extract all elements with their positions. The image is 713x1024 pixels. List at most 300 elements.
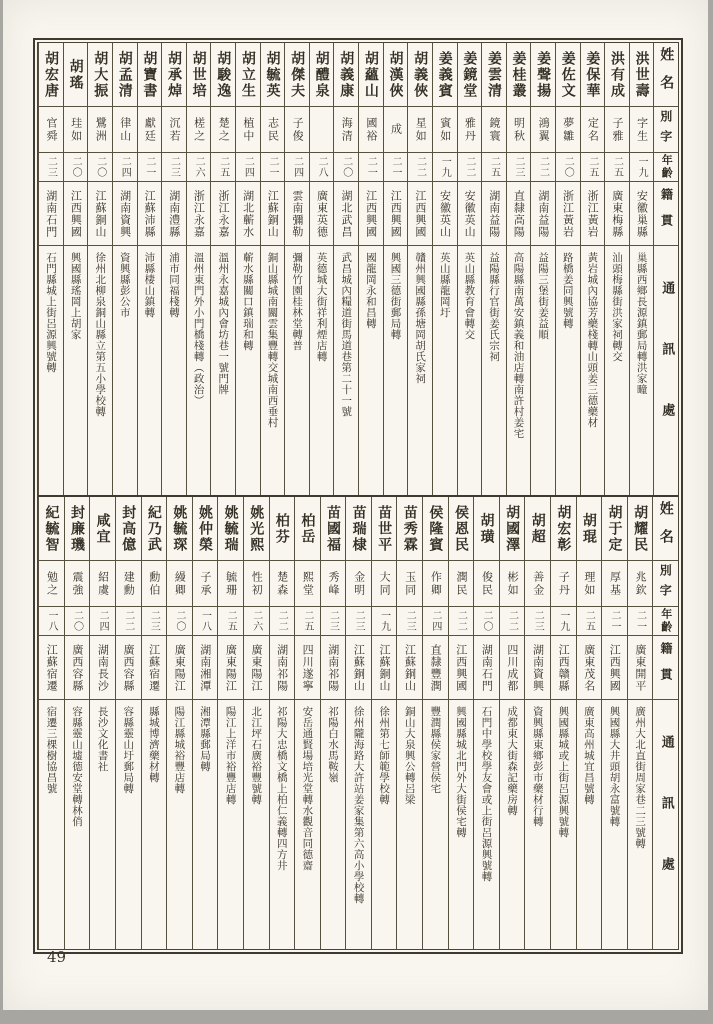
origin-cell: 江蘇銅山 <box>372 636 397 700</box>
origin-cell: 湖南益陽 <box>482 182 506 246</box>
origin-cell: 浙江永嘉 <box>187 182 211 246</box>
name-cell: 姜聲揚 <box>531 43 555 107</box>
person-column <box>137 43 162 495</box>
person-column <box>432 43 457 495</box>
address-cell: 安岳通賢場培光堂轉水觀音同德齋 <box>301 706 314 871</box>
courtesy-name-cell: 彬如 <box>500 561 525 607</box>
origin-cell: 廣西容縣 <box>116 636 141 700</box>
name-cell: 紀毓智 <box>39 497 64 561</box>
name-cell: 胡耀民 <box>628 497 653 561</box>
header-age: 年齡 <box>653 607 678 636</box>
person-column <box>627 497 653 949</box>
origin-cell: 湖南資興 <box>113 182 137 246</box>
address-cell: 贛州興國縣孫塘岡胡氏家祠 <box>414 252 427 384</box>
person-column <box>210 43 235 495</box>
age-cell: 二五 <box>218 607 243 636</box>
origin-cell: 江蘇銅山 <box>346 636 371 700</box>
name-cell: 胡超 <box>525 497 550 561</box>
person-column <box>506 43 531 495</box>
courtesy-name-cell: 兆欽 <box>628 561 653 607</box>
person-column <box>284 43 309 495</box>
origin-cell: 江西贛縣 <box>551 636 576 700</box>
courtesy-name-cell: 獻廷 <box>138 107 162 153</box>
name-cell: 咸宜 <box>90 497 115 561</box>
header-name: 姓名 <box>654 43 678 107</box>
courtesy-name-cell: 金明 <box>346 561 371 607</box>
person-column <box>345 497 371 949</box>
name-cell: 柏芬 <box>270 497 295 561</box>
address-cell: 興國縣城或上街呂源興號轉 <box>557 706 570 838</box>
name-cell: 胡大振 <box>88 43 112 107</box>
courtesy-name-cell: 震強 <box>65 561 90 607</box>
age-cell: 二〇 <box>474 607 499 636</box>
header-column-top <box>653 43 678 495</box>
age-cell: 二〇 <box>88 153 112 182</box>
courtesy-name-cell: 成 <box>384 107 408 153</box>
name-cell: 胡醴泉 <box>310 43 334 107</box>
person-column <box>63 43 88 495</box>
person-column <box>217 497 243 949</box>
origin-cell: 江西興國 <box>359 182 383 246</box>
person-column <box>473 497 499 949</box>
scanned-page <box>3 0 708 1010</box>
courtesy-name-cell: 紹虞 <box>90 561 115 607</box>
age-cell: 二〇 <box>334 153 358 182</box>
courtesy-name-cell: 明秋 <box>507 107 531 153</box>
origin-cell: 直隸豐潤 <box>423 636 448 700</box>
table-frame-inner <box>37 42 679 950</box>
age-cell: 二五 <box>581 153 605 182</box>
person-column <box>269 497 295 949</box>
origin-cell: 安徽英山 <box>433 182 457 246</box>
origin-cell: 雲南彌勒 <box>285 182 309 246</box>
age-cell: 二一 <box>384 153 408 182</box>
address-cell: 徐州北柳泉銅山縣立第五小學校轉 <box>94 252 107 417</box>
name-cell: 胡義俠 <box>408 43 432 107</box>
person-column <box>530 43 555 495</box>
person-column <box>166 497 192 949</box>
address-cell: 黃岩城內協芳藥棧轉山頭姜三德藥材 <box>586 252 599 428</box>
origin-cell: 四川成都 <box>500 636 525 700</box>
courtesy-name-cell: 潤民 <box>449 561 474 607</box>
courtesy-name-cell: 厚基 <box>602 561 627 607</box>
name-cell: 胡蘊山 <box>359 43 383 107</box>
age-cell: 一九 <box>372 607 397 636</box>
origin-cell: 廣東茂名 <box>577 636 602 700</box>
name-cell: 侯恩民 <box>449 497 474 561</box>
header-name: 姓名 <box>653 497 678 561</box>
person-column <box>192 497 218 949</box>
person-column <box>243 497 269 949</box>
origin-cell: 廣東陽江 <box>218 636 243 700</box>
courtesy-name-cell <box>310 107 334 153</box>
address-cell: 英山縣教育會轉交 <box>463 252 476 340</box>
person-column <box>555 43 580 495</box>
origin-cell: 湖南長沙 <box>90 636 115 700</box>
origin-cell: 廣東梅縣 <box>605 182 629 246</box>
address-cell: 銅山縣城南關雲集豐轉交城南西垂村 <box>266 252 279 428</box>
age-cell: 二三 <box>142 607 167 636</box>
age-cell: 二五 <box>211 153 235 182</box>
person-column <box>629 43 654 495</box>
origin-cell: 直隸高陽 <box>507 182 531 246</box>
name-cell: 苗國福 <box>321 497 346 561</box>
address-cell: 英德城大街祥利煙店轉 <box>315 252 328 362</box>
origin-cell: 湖南祁陽 <box>321 636 346 700</box>
age-cell: 一九 <box>433 153 457 182</box>
address-cell: 益陽三堡街姜益順 <box>537 252 550 340</box>
person-column <box>87 43 112 495</box>
person-column <box>112 43 137 495</box>
name-cell: 苗瑞棣 <box>346 497 371 561</box>
address-cell: 豐潤縣侯家營侯宅 <box>429 706 442 794</box>
header-column-bottom <box>652 497 678 949</box>
age-cell: 二三 <box>162 153 186 182</box>
origin-cell: 江西興國 <box>64 182 88 246</box>
person-column <box>186 43 211 495</box>
courtesy-name-cell: 毓珊 <box>218 561 243 607</box>
person-column <box>260 43 285 495</box>
origin-cell: 江蘇宿遷 <box>39 636 64 700</box>
person-column <box>601 497 627 949</box>
name-cell: 姚光熙 <box>244 497 269 561</box>
age-cell: 二六 <box>244 607 269 636</box>
address-cell: 溫州東門外小門橋棧轉（政治） <box>192 252 205 406</box>
age-cell: 一八 <box>39 607 64 636</box>
person-column <box>294 497 320 949</box>
courtesy-name-cell: 熙堂 <box>295 561 320 607</box>
age-cell: 二四 <box>113 153 137 182</box>
address-cell: 國龍岡永和昌轉 <box>364 252 377 329</box>
name-cell: 姜桂叢 <box>507 43 531 107</box>
person-column <box>235 43 260 495</box>
age-cell: 二〇 <box>167 607 192 636</box>
person-column <box>64 497 90 949</box>
name-cell: 紀乃武 <box>142 497 167 561</box>
person-column <box>333 43 358 495</box>
name-cell: 姜鏡堂 <box>458 43 482 107</box>
name-cell: 胡毓英 <box>261 43 285 107</box>
person-column <box>141 497 167 949</box>
age-cell: 二二 <box>531 153 555 182</box>
address-cell: 益陽縣行官街姜氏宗祠 <box>487 252 500 362</box>
age-cell: 二六 <box>187 153 211 182</box>
address-cell: 容縣靈山圩郵局轉 <box>122 706 135 794</box>
origin-cell: 江蘇銅山 <box>88 182 112 246</box>
person-column <box>115 497 141 949</box>
person-column <box>38 497 64 949</box>
person-column <box>309 43 334 495</box>
name-cell: 胡璜 <box>474 497 499 561</box>
origin-cell: 廣東陽江 <box>167 636 192 700</box>
name-cell: 胡義康 <box>334 43 358 107</box>
age-cell: 二四 <box>236 153 260 182</box>
courtesy-name-cell: 賓如 <box>433 107 457 153</box>
age-cell: 二五 <box>295 607 320 636</box>
address-cell: 祁陽白水馬鞍嶺 <box>326 706 339 783</box>
origin-cell: 湖南益陽 <box>531 182 555 246</box>
age-cell: 二二 <box>458 153 482 182</box>
age-cell: 二三 <box>321 607 346 636</box>
age-cell: 二一 <box>138 153 162 182</box>
origin-cell: 江西興國 <box>602 636 627 700</box>
person-column <box>576 497 602 949</box>
age-cell: 二一 <box>628 607 653 636</box>
age-cell: 二三 <box>39 153 63 182</box>
person-column <box>38 43 63 495</box>
address-cell: 縣城博濟藥材轉 <box>147 706 160 783</box>
person-column <box>448 497 474 949</box>
age-cell: 二四 <box>423 607 448 636</box>
name-cell: 胡宏唐 <box>39 43 63 107</box>
name-cell: 苗世平 <box>372 497 397 561</box>
courtesy-name-cell: 理如 <box>577 561 602 607</box>
age-cell: 一八 <box>193 607 218 636</box>
origin-cell: 湖南石門 <box>39 182 63 246</box>
address-cell: 浦市同福棧轉 <box>168 252 181 318</box>
age-cell: 二八 <box>310 153 334 182</box>
person-column <box>320 497 346 949</box>
person-column <box>604 43 629 495</box>
origin-cell: 湖北武昌 <box>334 182 358 246</box>
address-cell: 資興縣彭公市 <box>118 252 131 318</box>
name-cell: 胡琨 <box>577 497 602 561</box>
name-cell: 姚毓琛 <box>167 497 192 561</box>
origin-cell: 廣東開平 <box>628 636 653 700</box>
address-cell: 銅山大泉興公轉呂梁 <box>403 706 416 805</box>
courtesy-name-cell: 海清 <box>334 107 358 153</box>
address-cell: 彌勒竹園桂林堂轉普 <box>291 252 304 351</box>
roster-table-bottom <box>38 497 678 949</box>
name-cell: 胡漢俠 <box>384 43 408 107</box>
courtesy-name-cell: 楚森 <box>270 561 295 607</box>
courtesy-name-cell: 鏡寰 <box>482 107 506 153</box>
name-cell: 姜雲清 <box>482 43 506 107</box>
origin-cell: 湖北蘄水 <box>236 182 260 246</box>
origin-cell: 江西興國 <box>384 182 408 246</box>
courtesy-name-cell: 定名 <box>581 107 605 153</box>
name-cell: 胡立生 <box>236 43 260 107</box>
age-cell: 二五 <box>482 153 506 182</box>
origin-cell: 湖南資興 <box>525 636 550 700</box>
courtesy-name-cell: 珪如 <box>64 107 88 153</box>
address-cell: 溫州永嘉城內會坊巷一號門牌 <box>217 252 230 395</box>
age-cell: 二一 <box>261 153 285 182</box>
address-cell: 興國縣瑤岡上胡家 <box>69 252 82 340</box>
address-cell: 祁陽大忠橋文橋上柏仁義轉四方井 <box>275 706 288 871</box>
address-cell: 徐州第七師範學校轉 <box>378 706 391 805</box>
age-cell: 二一 <box>602 607 627 636</box>
header-address: 通訊處 <box>658 734 674 918</box>
name-cell: 胡國澤 <box>500 497 525 561</box>
origin-cell: 浙江黃岩 <box>581 182 605 246</box>
courtesy-name-cell: 志民 <box>261 107 285 153</box>
address-cell: 廣東高州城宜昌號轉 <box>582 706 595 805</box>
address-cell: 宿遷三棵樹協昌號 <box>45 706 58 794</box>
name-cell: 苗秀霖 <box>397 497 422 561</box>
address-cell: 巢縣西鄉長源鎮郵局轉洪家疃 <box>635 252 648 395</box>
age-cell: 二〇 <box>65 607 90 636</box>
courtesy-name-cell: 沉若 <box>162 107 186 153</box>
address-cell: 成都東大街森記藥房轉 <box>506 706 519 816</box>
header-courtesy: 別字 <box>653 561 678 607</box>
courtesy-name-cell: 國裕 <box>359 107 383 153</box>
name-cell: 洪世壽 <box>630 43 654 107</box>
courtesy-name-cell: 鷺洲 <box>88 107 112 153</box>
courtesy-name-cell: 植中 <box>236 107 260 153</box>
person-column <box>481 43 506 495</box>
address-cell: 興國縣大井頭胡永富號轉 <box>608 706 621 827</box>
courtesy-name-cell: 性初 <box>244 561 269 607</box>
address-cell: 高陽縣南萬安鎮義和油店轉南許村姜宅 <box>512 252 525 439</box>
name-cell: 姜保華 <box>581 43 605 107</box>
address-cell: 蘄水縣關口鎮瑞和轉 <box>241 252 254 351</box>
name-cell: 胡寶書 <box>138 43 162 107</box>
person-column <box>161 43 186 495</box>
origin-cell: 江蘇銅山 <box>261 182 285 246</box>
name-cell: 封高億 <box>116 497 141 561</box>
origin-cell: 湖南澧縣 <box>162 182 186 246</box>
name-cell: 胡孟清 <box>113 43 137 107</box>
age-cell: 二五 <box>605 153 629 182</box>
origin-cell: 安徽英山 <box>458 182 482 246</box>
courtesy-name-cell: 子承 <box>193 561 218 607</box>
age-cell: 二二 <box>116 607 141 636</box>
courtesy-name-cell: 子俊 <box>285 107 309 153</box>
age-cell: 二四 <box>285 153 309 182</box>
address-cell: 長沙文化書社 <box>96 706 109 772</box>
courtesy-name-cell: 作卿 <box>423 561 448 607</box>
courtesy-name-cell: 槎之 <box>187 107 211 153</box>
courtesy-name-cell: 字生 <box>630 107 654 153</box>
address-cell: 路橋姜同興號轉 <box>561 252 574 329</box>
person-column <box>358 43 383 495</box>
courtesy-name-cell: 雅丹 <box>458 107 482 153</box>
person-column <box>422 497 448 949</box>
age-cell: 二一 <box>359 153 383 182</box>
age-cell: 一九 <box>551 607 576 636</box>
origin-cell: 四川遂寧 <box>295 636 320 700</box>
name-cell: 胡世培 <box>187 43 211 107</box>
courtesy-name-cell: 子雅 <box>605 107 629 153</box>
courtesy-name-cell: 善金 <box>525 561 550 607</box>
address-cell: 興國縣城北門外大街侯宅轉 <box>454 706 467 838</box>
origin-cell: 浙江永嘉 <box>211 182 235 246</box>
person-column <box>383 43 408 495</box>
person-column <box>89 497 115 949</box>
page-number: 49 <box>47 948 67 966</box>
courtesy-name-cell: 玉同 <box>397 561 422 607</box>
origin-cell: 廣東陽江 <box>244 636 269 700</box>
age-cell: 二〇 <box>556 153 580 182</box>
courtesy-name-cell: 子丹 <box>551 561 576 607</box>
address-cell: 北江坪石廣裕豐號轉 <box>250 706 263 805</box>
courtesy-name-cell: 楚之 <box>211 107 235 153</box>
origin-cell: 廣東英德 <box>310 182 334 246</box>
origin-cell: 江西興國 <box>449 636 474 700</box>
header-address: 通訊處 <box>659 280 675 464</box>
address-cell: 陽江縣城裕豐店轉 <box>173 706 186 794</box>
person-column <box>457 43 482 495</box>
age-cell: 一九 <box>630 153 654 182</box>
address-cell: 英山縣龍岡圩 <box>438 252 451 318</box>
address-cell: 陽江上洋市裕豐店轉 <box>224 706 237 805</box>
courtesy-name-cell: 秀峰 <box>321 561 346 607</box>
header-courtesy: 別字 <box>654 107 678 153</box>
address-cell: 徐州隴海路大許站姜家集第六高小學校轉 <box>352 706 365 904</box>
origin-cell: 浙江黃岩 <box>556 182 580 246</box>
age-cell: 二二 <box>500 607 525 636</box>
age-cell: 二二 <box>270 607 295 636</box>
name-cell: 胡宏彰 <box>551 497 576 561</box>
courtesy-name-cell: 勳伯 <box>142 561 167 607</box>
origin-cell: 廣西容縣 <box>65 636 90 700</box>
courtesy-name-cell: 星如 <box>408 107 432 153</box>
name-cell: 胡駿逸 <box>211 43 235 107</box>
origin-cell: 江西興國 <box>408 182 432 246</box>
name-cell: 胡于定 <box>602 497 627 561</box>
address-cell: 沛縣棲山鎮轉 <box>143 252 156 318</box>
person-column <box>371 497 397 949</box>
table-frame <box>33 38 683 954</box>
header-origin: 籍貫 <box>654 182 678 246</box>
origin-cell: 湖南祁陽 <box>270 636 295 700</box>
origin-cell: 湖南石門 <box>474 636 499 700</box>
address-cell: 石門中學校學友會或上街呂源興號轉 <box>480 706 493 882</box>
name-cell: 封廉璣 <box>65 497 90 561</box>
age-cell: 二二 <box>408 153 432 182</box>
origin-cell: 江蘇銅山 <box>397 636 422 700</box>
courtesy-name-cell: 俊民 <box>474 561 499 607</box>
person-column <box>580 43 605 495</box>
address-cell: 興國三德街郵局轉 <box>389 252 402 340</box>
name-cell: 姜義賓 <box>433 43 457 107</box>
age-cell: 二三 <box>346 607 371 636</box>
address-cell: 武昌城內糧道街馬道巷第二十一號 <box>340 252 353 417</box>
age-cell: 二三 <box>525 607 550 636</box>
name-cell: 胡瑤 <box>64 43 88 107</box>
courtesy-name-cell: 大同 <box>372 561 397 607</box>
origin-cell: 安徽巢縣 <box>630 182 654 246</box>
header-age: 年齡 <box>654 153 678 182</box>
age-cell: 二三 <box>507 153 531 182</box>
address-cell: 廣州大北直街周家巷二三號轉 <box>634 706 647 849</box>
address-cell: 汕頭梅縣街洪家祠轉交 <box>610 252 623 362</box>
origin-cell: 湖南湘潭 <box>193 636 218 700</box>
age-cell: 二〇 <box>64 153 88 182</box>
name-cell: 姜佐文 <box>556 43 580 107</box>
address-cell: 湘潭縣郵局轉 <box>199 706 212 772</box>
name-cell: 胡傑夫 <box>285 43 309 107</box>
person-column <box>524 497 550 949</box>
age-cell: 二五 <box>577 607 602 636</box>
person-column <box>499 497 525 949</box>
origin-cell: 江蘇宿遷 <box>142 636 167 700</box>
courtesy-name-cell: 夢雛 <box>556 107 580 153</box>
origin-cell: 江蘇沛縣 <box>138 182 162 246</box>
header-origin: 籍貫 <box>653 636 678 700</box>
name-cell: 姚毓瑞 <box>218 497 243 561</box>
address-cell: 容縣靈山墟德安堂轉林俏 <box>71 706 84 827</box>
name-cell: 柏岳 <box>295 497 320 561</box>
name-cell: 胡承焯 <box>162 43 186 107</box>
person-column <box>550 497 576 949</box>
name-cell: 侯隆賓 <box>423 497 448 561</box>
roster-table-top <box>38 43 678 495</box>
address-cell: 石門縣城上街呂源興號轉 <box>44 252 57 373</box>
person-column <box>396 497 422 949</box>
person-column <box>407 43 432 495</box>
